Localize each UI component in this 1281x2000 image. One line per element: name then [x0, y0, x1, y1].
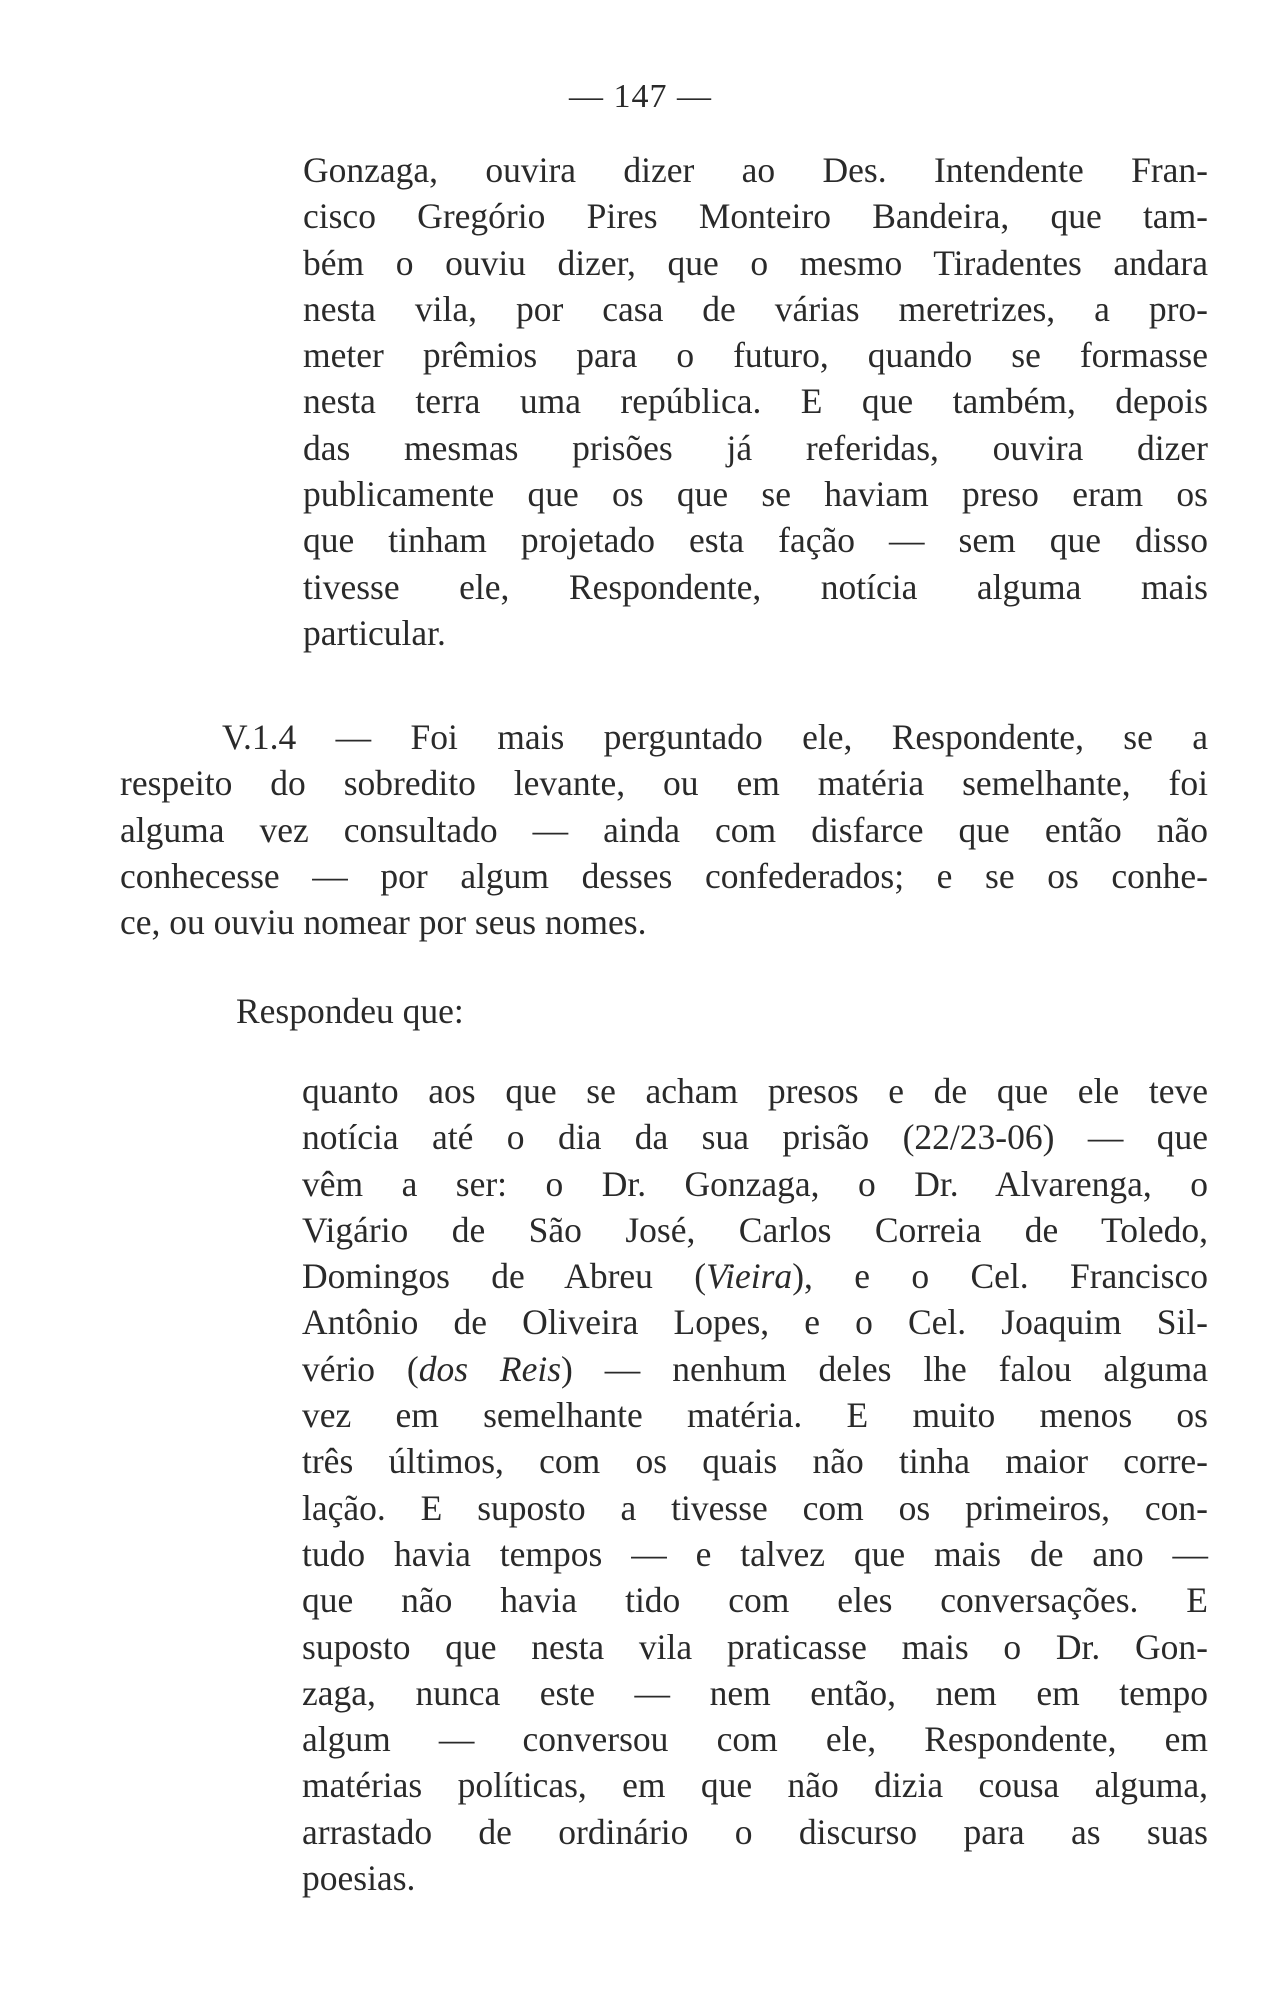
text-line: ce, ou ouviu nomear por seus nomes. — [120, 902, 647, 943]
text-line: vêm a ser: o Dr. Gonzaga, o Dr. Alvarenga, o — [302, 1163, 1208, 1204]
text-segment: ) — nenhum deles lhe falou alguma — [561, 1348, 1208, 1389]
text-line: nesta terra uma república. E que também, depois — [303, 381, 1208, 422]
text-line: V.1.4 — Foi mais perguntado ele, Respondente, se a — [222, 717, 1208, 757]
italic-name: dos Reis — [418, 1348, 562, 1389]
text-line: suposto que nesta vila praticasse mais o Dr. Gon- — [302, 1626, 1208, 1667]
paragraph-answer-heading: Respondeu que: — [236, 991, 464, 1031]
text-line: quanto aos que se acham presos e de que ele teve — [302, 1071, 1208, 1111]
text-line: particular. — [303, 612, 446, 653]
text-line: Vigário de São José, Carlos Correia de Toledo, — [302, 1209, 1208, 1250]
text-line: três últimos, com os quais não tinha maior corre- — [302, 1441, 1208, 1482]
paragraph-question-v-1-4 — [120, 714, 1208, 945]
text-line: tudo havia tempos — e talvez que mais de ano — — [302, 1533, 1208, 1574]
text-line: nesta vila, por casa de várias meretrizes, a pro- — [303, 288, 1208, 329]
text-line: poesias. — [302, 1858, 416, 1899]
text-line: publicamente que os que se haviam preso eram os — [303, 474, 1208, 515]
text-line: das mesmas prisões já referidas, ouvira dizer — [303, 427, 1208, 468]
text-line: tivesse ele, Respondente, notícia alguma mais — [303, 566, 1208, 607]
italic-name: Vieira — [706, 1256, 793, 1297]
text-line: algum — conversou com ele, Respondente, em — [302, 1719, 1208, 1760]
text-line: respeito do sobredito levante, ou em matéria semelhante, foi — [120, 763, 1208, 804]
text-line: que tinham projetado esta fação — sem que disso — [303, 520, 1208, 561]
text-line: lação. E suposto a tivesse com os primeiros, con- — [302, 1487, 1208, 1528]
text-line: alguma vez consultado — ainda com disfarce que então não — [120, 809, 1208, 850]
paragraph-gonzaga-testimony — [303, 147, 1208, 656]
text-segment: Domingos de Abreu ( — [302, 1256, 707, 1297]
text-line-with-italic — [302, 1346, 1208, 1392]
text-line: notícia até o dia da sua prisão (22/23-06) — que — [302, 1117, 1208, 1158]
text-line: que não havia tido com eles conversações. E — [302, 1580, 1208, 1621]
text-line: Antônio de Oliveira Lopes, e o Cel. Joaquim Sil- — [302, 1302, 1208, 1343]
text-line: matérias políticas, em que não dizia cousa alguma, — [302, 1765, 1208, 1806]
text-line-with-italic — [302, 1253, 1208, 1299]
text-line: conhecesse — por algum desses confederados; e se os conhe- — [120, 855, 1208, 896]
text-line: Gonzaga, ouvira dizer ao Des. Intendente Fran- — [303, 150, 1208, 190]
text-line: bém o ouviu dizer, que o mesmo Tiradentes andara — [303, 242, 1208, 283]
text-line: arrastado de ordinário o discurso para as suas — [302, 1811, 1208, 1852]
paragraph-answer-body — [302, 1068, 1208, 1901]
text-line: vez em semelhante matéria. E muito menos os — [302, 1395, 1208, 1436]
text-line: zaga, nunca este — nem então, nem em tempo — [302, 1672, 1208, 1713]
text-segment: vério ( — [302, 1348, 419, 1389]
text-line: cisco Gregório Pires Monteiro Bandeira, que tam- — [303, 196, 1208, 237]
text-segment: ), e o Cel. Francisco — [792, 1256, 1208, 1297]
page-number: — 147 — — [569, 78, 712, 115]
text-line: meter prêmios para o futuro, quando se formasse — [303, 335, 1208, 376]
